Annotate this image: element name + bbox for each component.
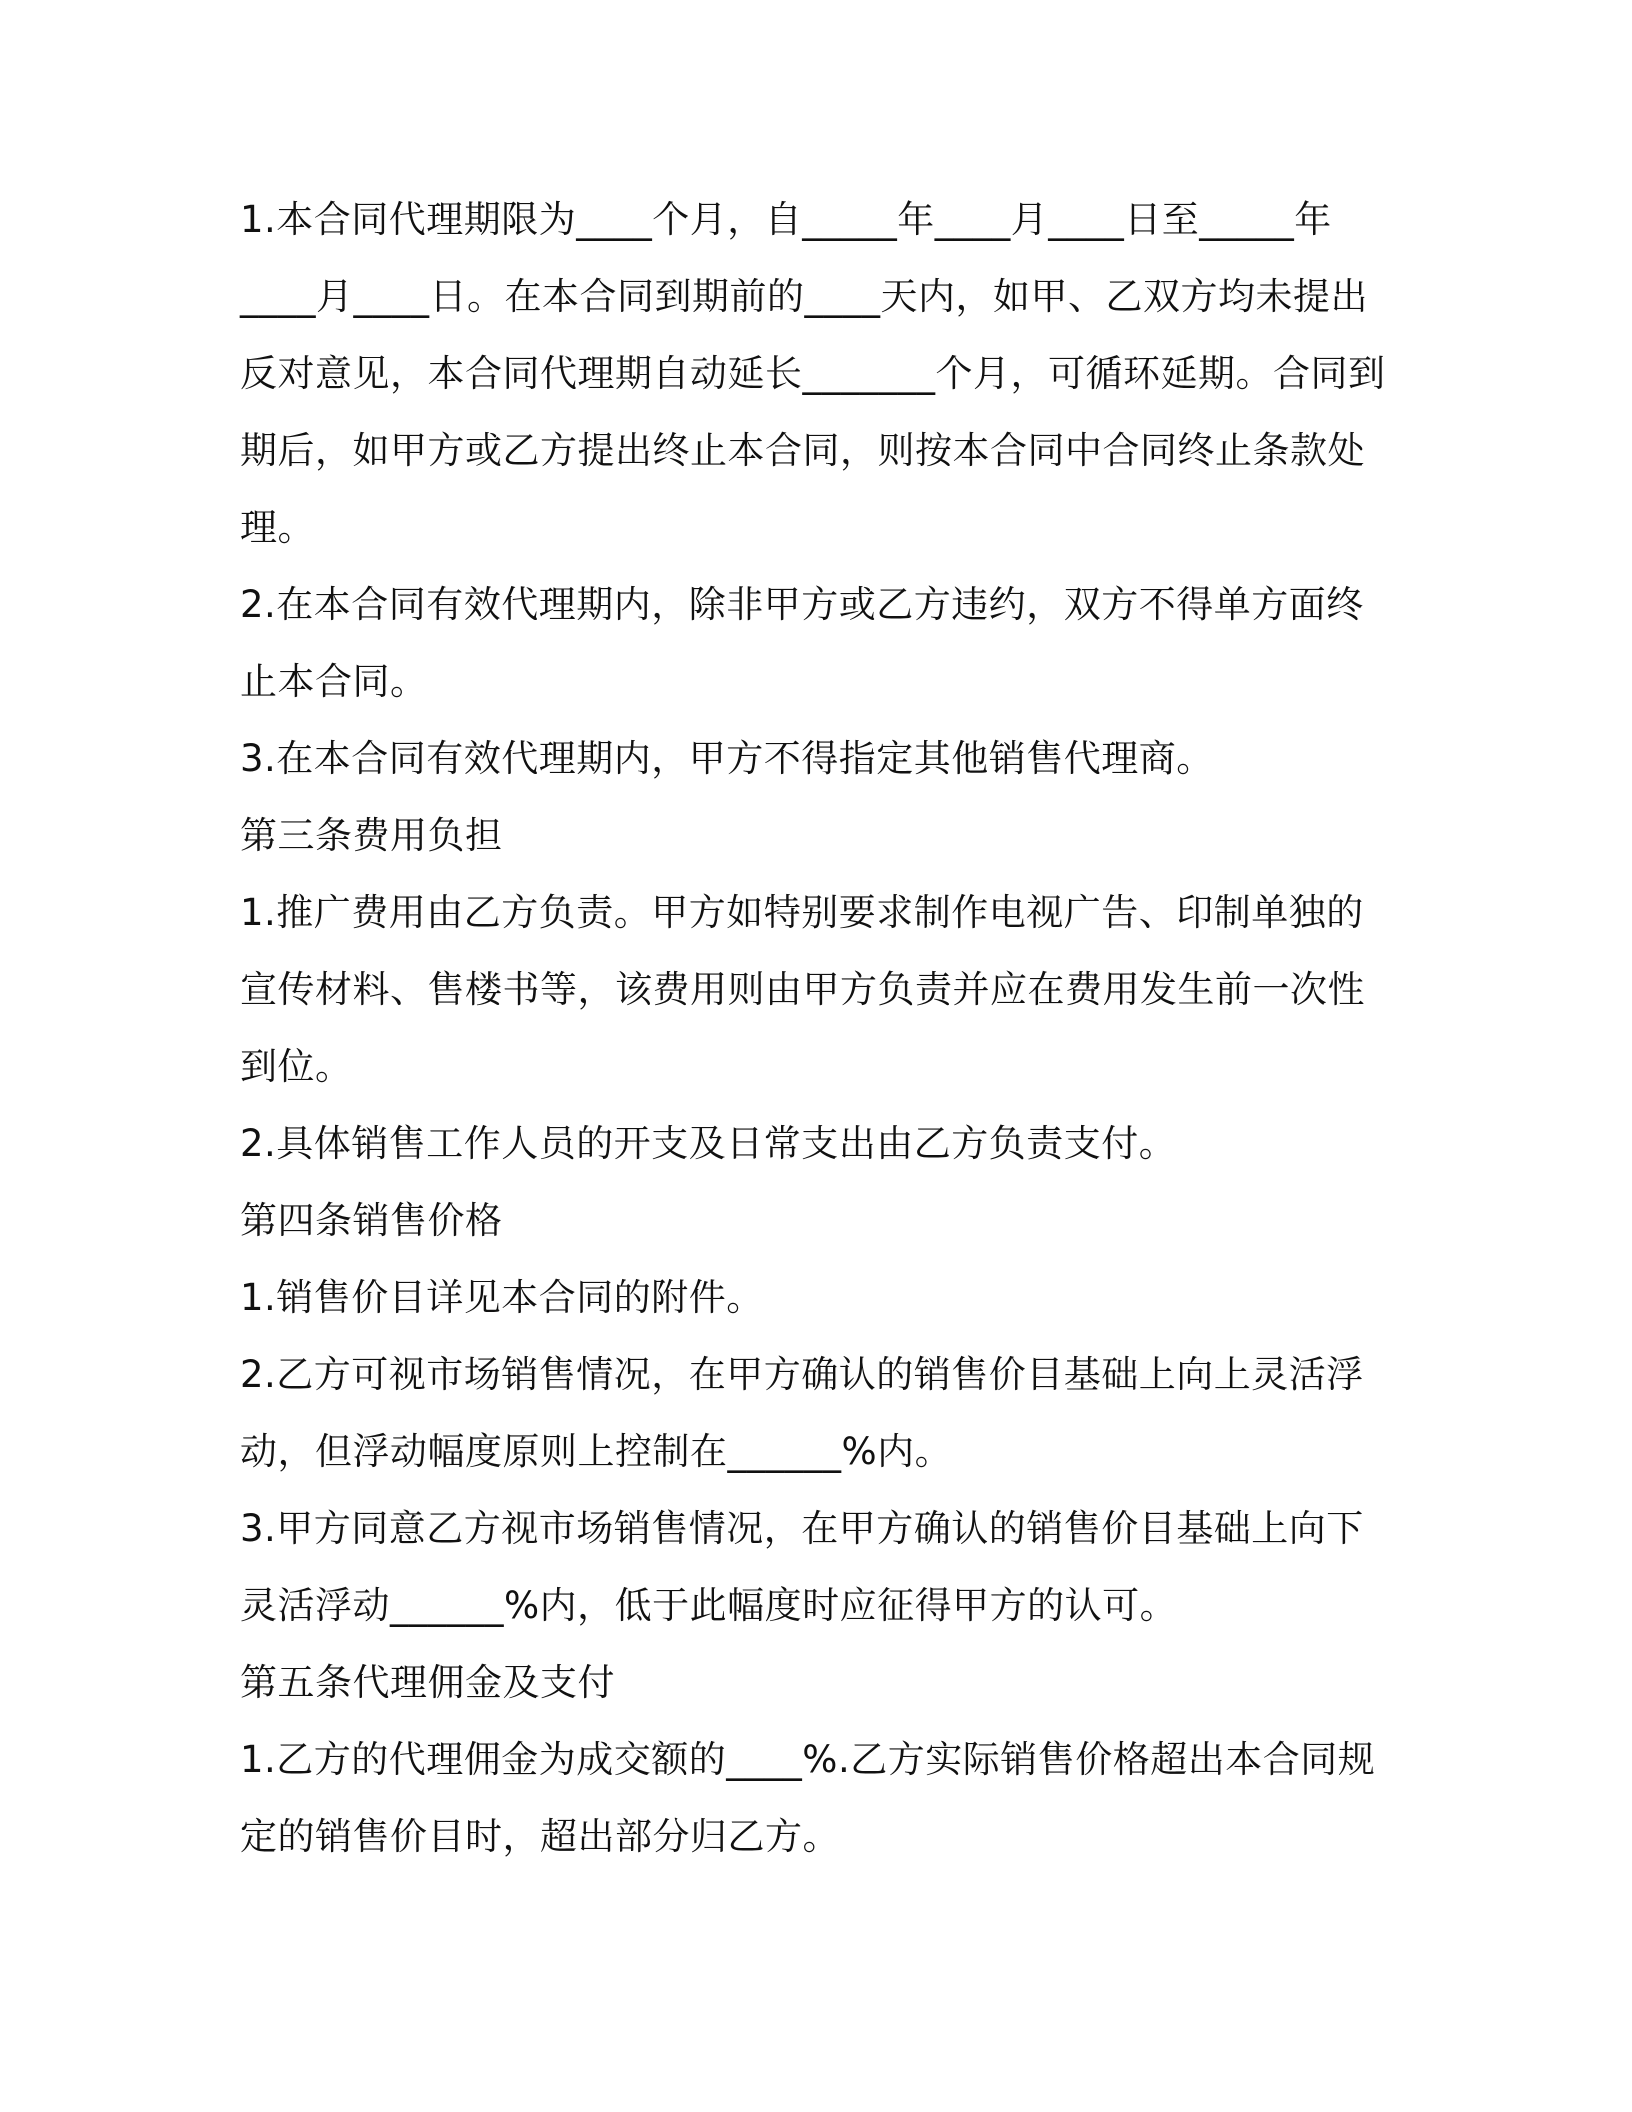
section-heading-expenses: 第三条费用负担 (240, 814, 503, 857)
price-clause-1: 1.销售价目详见本合同的附件。 (240, 1276, 764, 1319)
term-clause-1: 1.本合同代理期限为____个月，自_____年____月____日至_____年____月____日。在本合同到期前的____天内，如甲、乙双方均未提出反对意见，本合同代理期自动延长_______个月，可循环延期。合同到期后，如甲方或乙方提出终止本合同，则按本合同中合同终止条款处理。 (240, 198, 1386, 549)
term-clause-3: 3.在本合同有效代理期内，甲方不得指定其他销售代理商。 (240, 737, 1214, 780)
document-body (240, 181, 1400, 1875)
price-clause-3: 3.甲方同意乙方视市场销售情况，在甲方确认的销售价目基础上向下灵活浮动______%内，低于此幅度时应征得甲方的认可。 (240, 1507, 1364, 1627)
price-clause-2: 2.乙方可视市场销售情况，在甲方确认的销售价目基础上向上灵活浮动，但浮动幅度原则上控制在______%内。 (240, 1353, 1364, 1473)
section-heading-price: 第四条销售价格 (240, 1199, 503, 1242)
expense-clause-1: 1.推广费用由乙方负责。甲方如特别要求制作电视广告、印制单独的宣传材料、售楼书等，该费用则由甲方负责并应在费用发生前一次性到位。 (240, 891, 1365, 1088)
term-clause-2: 2.在本合同有效代理期内，除非甲方或乙方违约，双方不得单方面终止本合同。 (240, 583, 1364, 703)
commission-clause-1: 1.乙方的代理佣金为成交额的____%.乙方实际销售价格超出本合同规定的销售价目时，超出部分归乙方。 (240, 1738, 1376, 1858)
section-heading-commission: 第五条代理佣金及支付 (240, 1661, 615, 1704)
expense-clause-2: 2.具体销售工作人员的开支及日常支出由乙方负责支付。 (240, 1122, 1177, 1165)
